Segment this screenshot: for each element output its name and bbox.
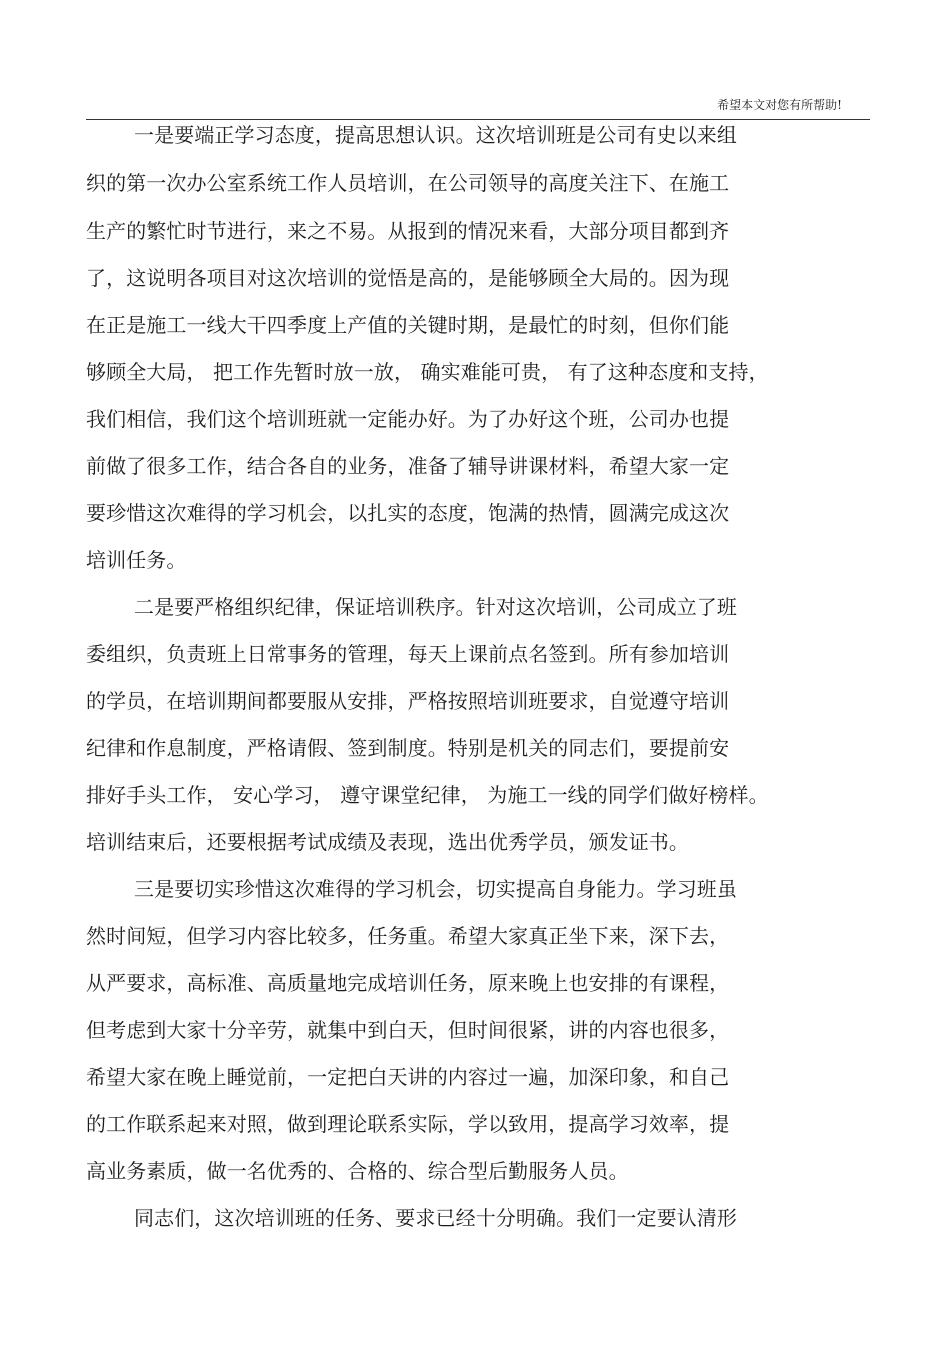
text-line: 我们相信，我们这个培训班就一定能办好。为了办好这个班，公司办也提 xyxy=(86,407,730,431)
text-line: 同志们，这次培训班的任务、要求已经十分明确。我们一定要认清形 xyxy=(134,1206,737,1230)
text-line: 在正是施工一线大干四季度上产值的关键时期，是最忙的时刻，但你们能 xyxy=(86,313,730,337)
text-line: 培训任务。 xyxy=(86,548,187,572)
text-line: 排好手头工作， 安心学习， 遵守课堂纪律， 为施工一线的同学们做好榜样。 xyxy=(86,783,769,807)
text-line: 要珍惜这次难得的学习机会，以扎实的态度，饱满的热情，圆满完成这次 xyxy=(86,501,730,525)
text-line: 前做了很多工作，结合各自的业务，准备了辅导讲课材料，希望大家一定 xyxy=(86,454,730,478)
text-line: 但考虑到大家十分辛劳，就集中到白天，但时间很紧，讲的内容也很多， xyxy=(86,1018,730,1042)
text-line: 够顾全大局， 把工作先暂时放一放， 确实难能可贵， 有了这种态度和支持， xyxy=(86,360,769,384)
text-line: 生产的繁忙时节进行，来之不易。从报到的情况来看，大部分项目都到齐 xyxy=(86,219,730,243)
page-header-note: 希望本文对您有所帮助! xyxy=(717,98,842,112)
text-line: 高业务素质，做一名优秀的、合格的、综合型后勤服务人员。 xyxy=(86,1159,629,1183)
text-line: 织的第一次办公室系统工作人员培训，在公司领导的高度关注下、在施工 xyxy=(86,171,730,195)
text-line: 委组织，负责班上日常事务的管理，每天上课前点名签到。所有参加培训 xyxy=(86,642,730,666)
text-line: 从严要求，高标准、高质量地完成培训任务，原来晚上也安排的有课程， xyxy=(86,971,730,995)
text-line: 培训结束后，还要根据考试成绩及表现，选出优秀学员，颁发证书。 xyxy=(86,830,689,854)
text-line: 希望大家在晚上睡觉前，一定把白天讲的内容过一遍，加深印象，和自己 xyxy=(86,1065,730,1089)
text-line: 的学员，在培训期间都要服从安排，严格按照培训班要求，自觉遵守培训 xyxy=(86,689,730,713)
text-line: 二是要严格组织纪律，保证培训秩序。针对这次培训，公司成立了班 xyxy=(134,595,737,619)
header-divider xyxy=(86,119,870,120)
text-line: 了，这说明各项目对这次培训的觉悟是高的，是能够顾全大局的。因为现 xyxy=(86,266,730,290)
text-line: 一是要端正学习态度，提高思想认识。这次培训班是公司有史以来组 xyxy=(134,123,737,147)
text-line: 三是要切实珍惜这次难得的学习机会，切实提高自身能力。学习班虽 xyxy=(134,877,737,901)
text-line: 的工作联系起来对照，做到理论联系实际，学以致用，提高学习效率，提 xyxy=(86,1112,730,1136)
text-line: 然时间短，但学习内容比较多，任务重。希望大家真正坐下来，深下去， xyxy=(86,924,730,948)
text-line: 纪律和作息制度，严格请假、签到制度。特别是机关的同志们，要提前安 xyxy=(86,736,730,760)
